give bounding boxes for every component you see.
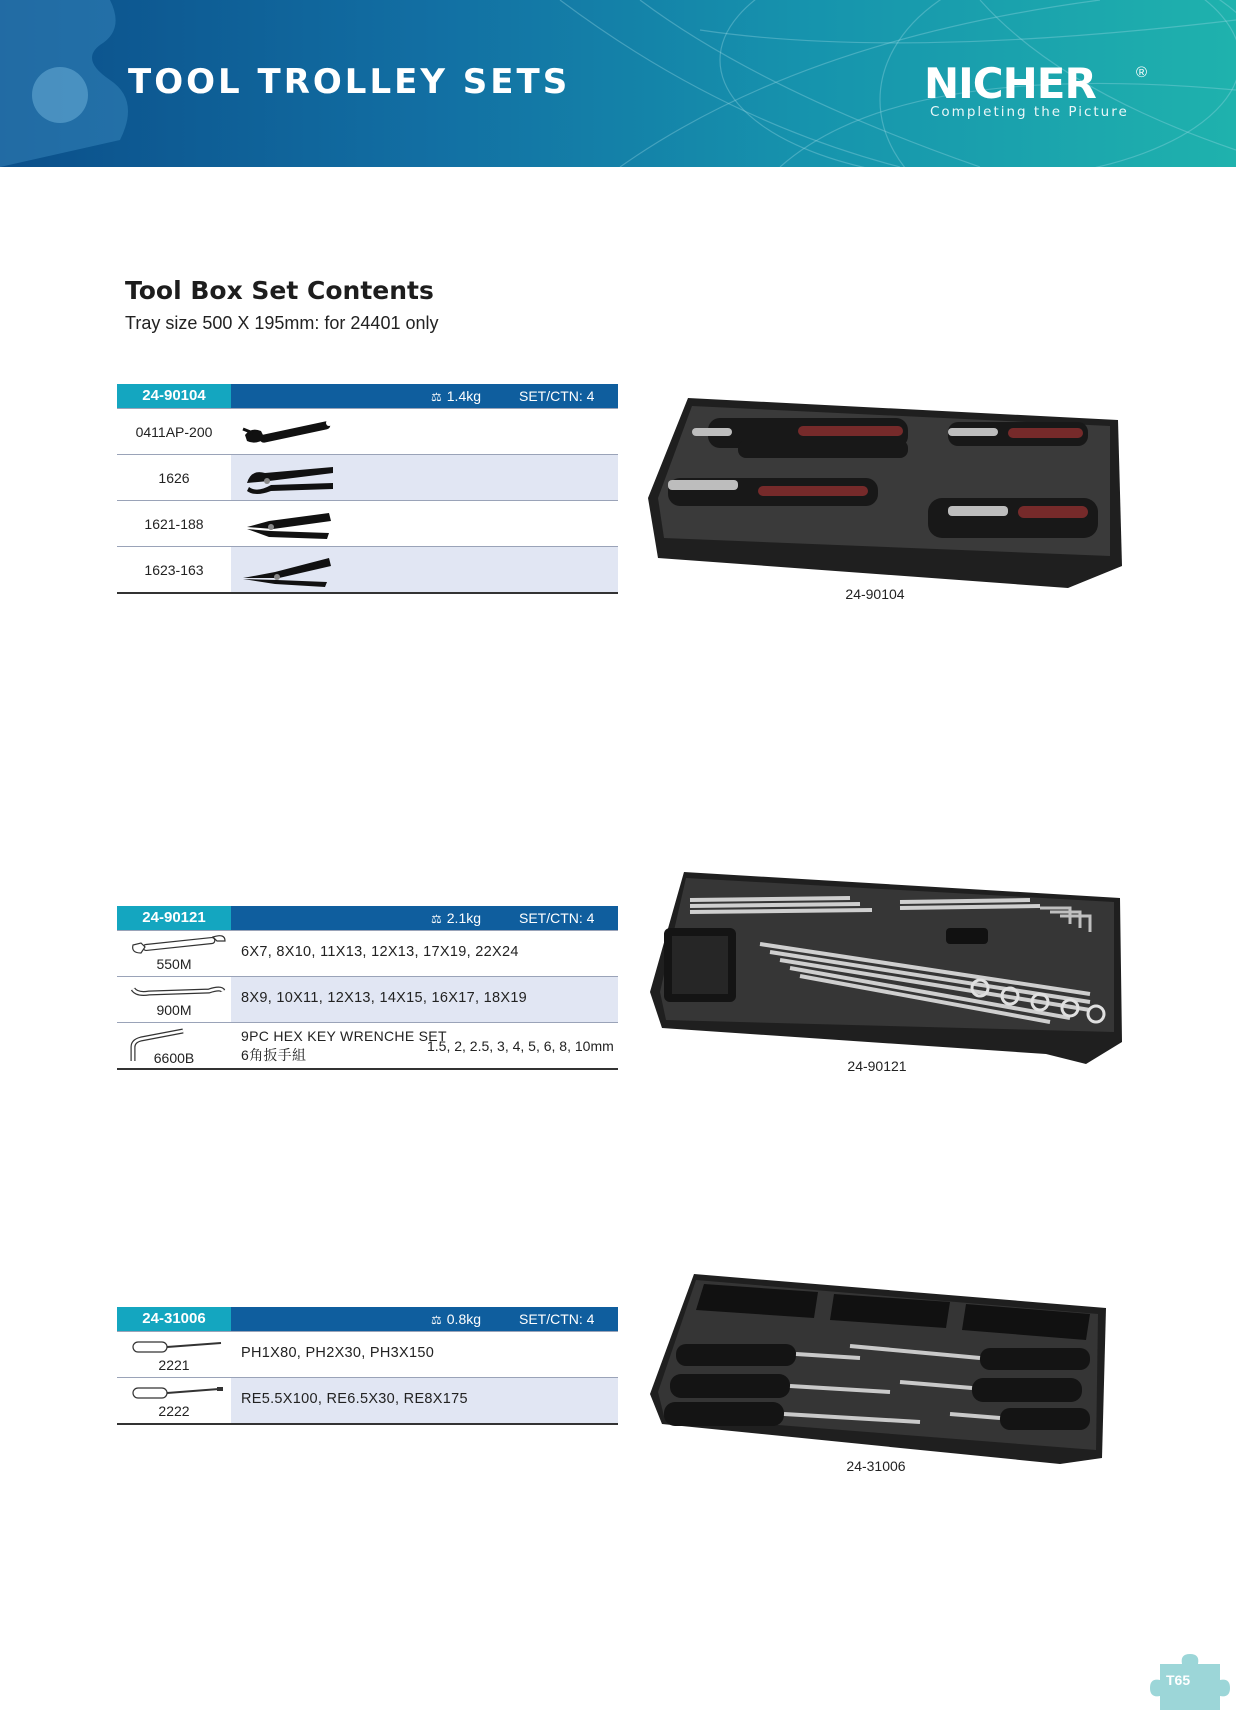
set-code: 24-31006 [117, 1307, 231, 1331]
set-code: 24-90121 [117, 906, 231, 930]
ring-wrench-icon [129, 981, 229, 1001]
banner-title: TOOL TROLLEY SETS [128, 62, 571, 102]
set-ctn: SET/CTN: 4 [519, 1311, 595, 1327]
tray-photo-24-31006 [650, 1274, 1110, 1464]
item-code: 2222 [158, 1403, 190, 1419]
set-ctn: SET/CTN: 4 [519, 388, 595, 404]
item-desc: 9PC HEX KEY WRENCHE SET [241, 1028, 447, 1044]
weight-value: 0.8kg [446, 1311, 482, 1327]
tray-caption: 24-90104 [845, 586, 905, 602]
item-desc: 8X9, 10X11, 12X13, 14X15, 16X17, 18X19 [241, 990, 528, 1006]
item-code: 1623-163 [144, 562, 204, 578]
brand-tagline: Completing the Picture [930, 104, 1129, 120]
combination-pliers-icon [241, 507, 341, 541]
set-header [117, 384, 618, 408]
tray-caption: 24-90121 [847, 1058, 907, 1074]
tray-photo-24-90104 [648, 398, 1126, 588]
phillips-screwdriver-icon [129, 1338, 229, 1356]
set-table-24-90121 [117, 906, 618, 1070]
table-row [117, 1377, 618, 1423]
item-code: 2221 [158, 1357, 190, 1373]
set-table-24-90104 [117, 384, 618, 594]
table-row [117, 1331, 618, 1377]
table-row [117, 546, 618, 592]
tray-photo-24-90121 [650, 872, 1126, 1064]
item-code: 550M [156, 956, 192, 972]
item-code: 6600B [153, 1050, 195, 1066]
page-title: Tool Box Set Contents [125, 276, 434, 305]
set-table-24-31006 [117, 1307, 618, 1425]
item-code: 1626 [158, 470, 190, 486]
item-desc: 6X7, 8X10, 11X13, 12X13, 17X19, 22X24 [241, 944, 519, 960]
weight-value: 1.4kg [446, 388, 482, 404]
scale-icon: ⚖ [431, 390, 442, 404]
item-desc-cn: 6角扳手組 [241, 1047, 307, 1063]
page-subtitle: Tray size 500 X 195mm: for 24401 only [125, 313, 439, 333]
adjustable-wrench-icon [241, 415, 341, 449]
header-banner [0, 0, 1236, 167]
table-row [117, 976, 618, 1022]
item-code: 1621-188 [144, 516, 204, 532]
scale-icon: ⚖ [431, 1313, 442, 1327]
table-row [117, 1022, 618, 1068]
long-nose-pliers-icon [241, 552, 341, 588]
tray-caption: 24-31006 [846, 1458, 906, 1474]
item-desc: PH1X80, PH2X30, PH3X150 [241, 1345, 435, 1361]
set-weight [431, 906, 481, 931]
open-end-wrench-icon [129, 933, 229, 955]
set-header [117, 906, 618, 930]
item-sizes: 1.5, 2, 2.5, 3, 4, 5, 6, 8, 10mm [427, 1038, 614, 1054]
set-header [117, 1307, 618, 1331]
item-code: 900M [156, 1002, 192, 1018]
scale-icon: ⚖ [431, 912, 442, 926]
slotted-screwdriver-icon [129, 1384, 229, 1402]
set-ctn: SET/CTN: 4 [519, 910, 595, 926]
registered-mark: ® [1136, 64, 1148, 81]
table-row [117, 930, 618, 976]
set-code: 24-90104 [117, 384, 231, 408]
table-row [117, 500, 618, 546]
page-number: T65 [1166, 1672, 1191, 1688]
item-desc: RE5.5X100, RE6.5X30, RE8X175 [241, 1391, 468, 1407]
brand-logo [924, 59, 1164, 120]
table-row [117, 408, 618, 454]
set-weight [431, 1307, 481, 1332]
item-code: 0411AP-200 [135, 424, 213, 440]
weight-value: 2.1kg [446, 910, 482, 926]
groove-joint-pliers-icon [241, 461, 341, 495]
brand-name: NICHER [924, 59, 1096, 108]
table-row [117, 454, 618, 500]
set-weight [431, 384, 481, 409]
